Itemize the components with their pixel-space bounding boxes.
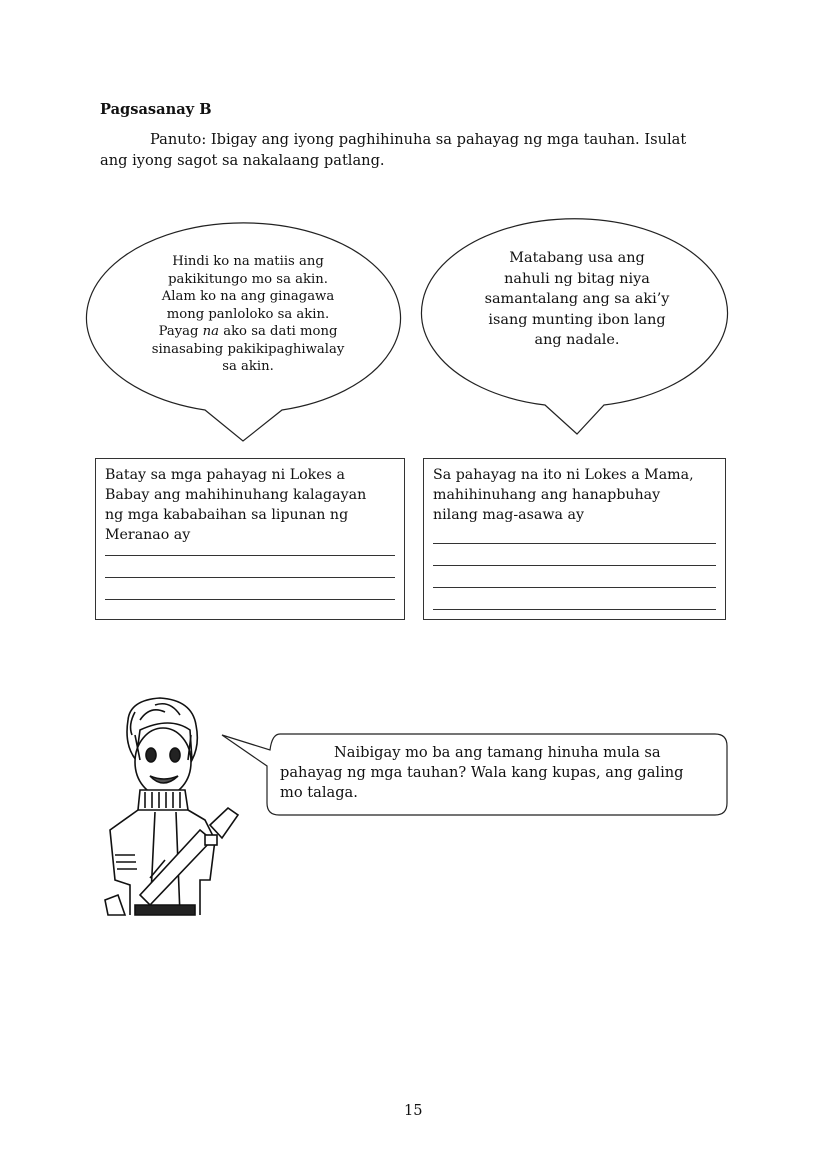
answer-blank[interactable] <box>105 558 395 578</box>
answer-blank[interactable] <box>105 545 395 556</box>
right-bubble-text <box>427 248 727 351</box>
closing-line: mo talaga. <box>280 784 358 801</box>
prompt-line: ng mga kababaihan sa lipunan ng <box>105 507 349 523</box>
closing-line: Naibigay mo ba ang tamang hinuha mula sa <box>334 744 661 761</box>
quote-line: sa akin. <box>222 359 274 374</box>
page-number: 15 <box>404 1102 423 1119</box>
prompt-line: nilang mag-asawa ay <box>433 507 584 523</box>
answer-blank[interactable] <box>105 580 395 600</box>
answer-blank[interactable] <box>433 525 716 544</box>
prompt-line: Meranao ay <box>105 527 191 543</box>
quote-italic: na <box>202 324 220 339</box>
left-bubble-text <box>98 253 398 376</box>
answer-blank[interactable] <box>433 590 716 610</box>
closing-bubble-text <box>280 743 684 803</box>
instructions-line-1: Panuto: Ibigay ang iyong paghihinuha sa pahayag ng mga tauhan. Isulat <box>150 131 687 148</box>
quote-line: Hindi ko na matiis ang <box>172 254 324 269</box>
quote-line: mong panloloko sa akin. <box>166 306 330 322</box>
quote-line <box>98 323 398 341</box>
prompt-line: Batay sa mga pahayag ni Lokes a <box>105 467 345 483</box>
quote-line: pakikitungo mo sa akin. <box>168 271 328 287</box>
instructions-line-2: ang iyong sagot sa nakalaang patlang. <box>100 152 385 169</box>
quote-line: Matabang usa ang <box>509 250 645 266</box>
quote-text: ako sa dati mong <box>219 324 338 339</box>
section-heading: Pagsasanay B <box>100 101 212 118</box>
prompt-line: mahihinuhang ang hanapbuhay <box>433 487 661 503</box>
quote-line: Alam ko na ang ginagawa <box>161 289 335 304</box>
answer-box-left <box>95 458 405 620</box>
answer-box-right <box>423 458 726 620</box>
answer-blank[interactable] <box>433 568 716 588</box>
closing-line: pahayag ng mga tauhan? Wala kang kupas, ang galing <box>280 764 684 781</box>
student-character-illustration <box>105 698 238 915</box>
quote-line: nahuli ng bitag niya <box>504 270 650 287</box>
quote-line: sinasabing pakikipaghiwalay <box>151 341 345 357</box>
answer-blank[interactable] <box>433 546 716 566</box>
quote-line: ang nadale. <box>534 332 620 348</box>
quote-line: isang munting ibon lang <box>488 311 666 328</box>
prompt-line: Babay ang mahihinuhang kalagayan <box>105 487 367 503</box>
prompt-line: Sa pahayag na ito ni Lokes a Mama, <box>433 467 694 483</box>
quote-text: Payag <box>158 324 203 339</box>
quote-line: samantalang ang sa aki’y <box>484 291 670 307</box>
